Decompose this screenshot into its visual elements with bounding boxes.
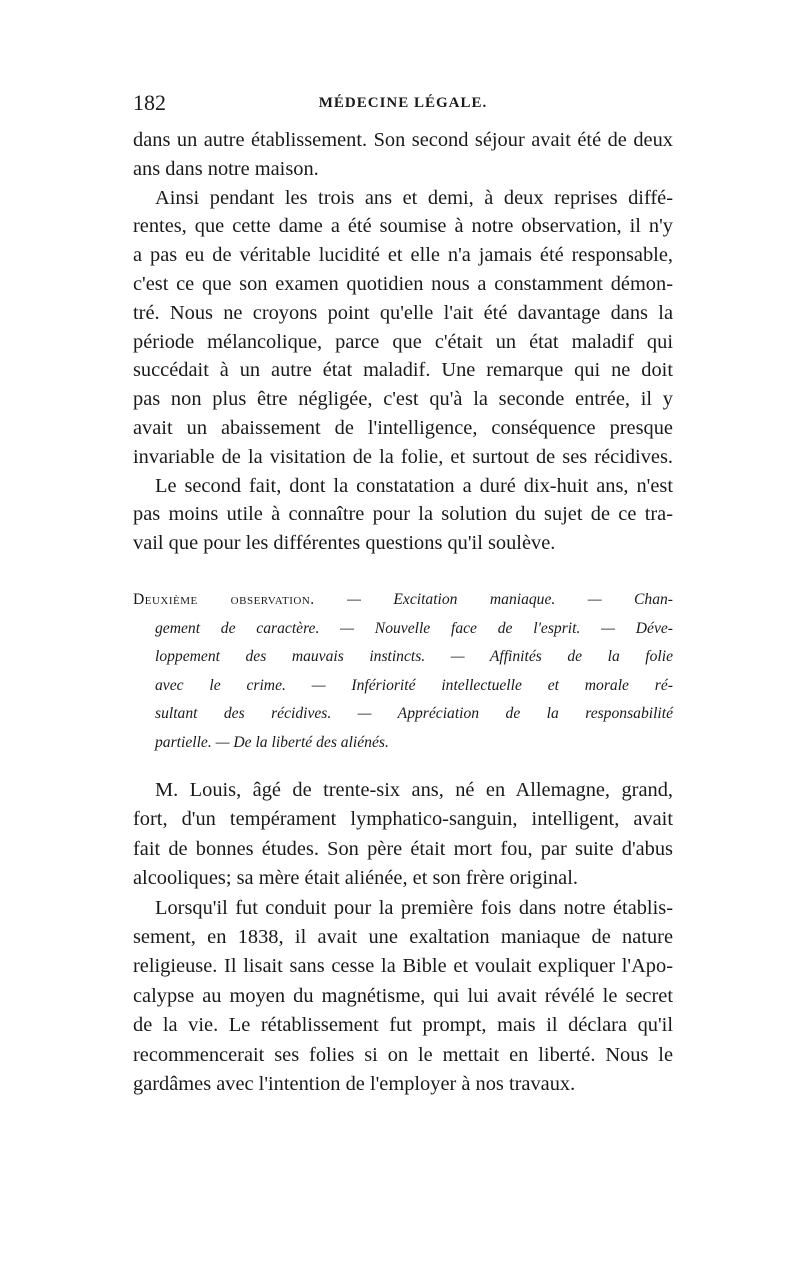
page-number: 182 xyxy=(133,90,166,115)
text-line: période mélancolique, parce que c'était un état maladif qui xyxy=(133,330,673,353)
text-line: ans dans notre maison. xyxy=(133,157,319,180)
running-head: MÉDECINE LÉGALE. xyxy=(318,95,488,111)
observation-summary-line: partielle. — De la liberté des aliénés. xyxy=(155,733,389,751)
page-header xyxy=(133,88,673,118)
text-line: Le second fait, dont la constatation a duré dix-huit ans, n'est xyxy=(155,474,673,497)
body-text-top xyxy=(133,126,673,558)
text-line: fort, d'un tempérament lymphatico-sanguin, intelligent, avait xyxy=(133,808,673,831)
text-line: c'est ce que son examen quotidien nous a constamment démon- xyxy=(133,272,673,295)
text-line: Ainsi pendant les trois ans et demi, à deux reprises diffé- xyxy=(155,186,673,209)
observation-heading-line xyxy=(133,586,673,615)
observation-summary-line: sultant des récidives. — Appréciation de la responsabilité xyxy=(155,705,673,722)
text-line: vail que pour les différentes questions qu'il soulève. xyxy=(133,532,556,555)
text-line: pas moins utile à connaître pour la solution du sujet de ce tra- xyxy=(133,503,673,526)
text-line: pas non plus être négligée, c'est qu'à la seconde entrée, il y xyxy=(133,388,673,411)
observation-summary-line: gement de caractère. — Nouvelle face de l'esprit. — Déve- xyxy=(155,619,673,637)
observation-summary-start: — Excitation maniaque. — Chan- xyxy=(314,591,673,608)
text-line: gardâmes avec l'intention de l'employer à nos travaux. xyxy=(133,1072,576,1095)
text-line: tré. Nous ne croyons point qu'elle l'ait été davantage dans la xyxy=(133,301,673,324)
text-line: Lorsqu'il fut conduit pour la première fois dans notre établis- xyxy=(155,896,673,919)
body-text-bottom xyxy=(133,776,673,1099)
text-line: invariable de la visitation de la folie, et surtout de ses récidives. xyxy=(133,445,673,468)
text-line: succédait à un autre état maladif. Une remarque qui ne doit xyxy=(133,359,673,382)
observation-summary-line: avec le crime. — Infériorité intellectuelle et morale ré- xyxy=(155,676,673,694)
text-line: M. Louis, âgé de trente-six ans, né en Allemagne, grand, xyxy=(155,779,673,801)
observation-heading xyxy=(133,586,673,757)
text-line: dans un autre établissement. Son second séjour avait été de deux xyxy=(133,129,673,151)
observation-label: Deuxième observation. xyxy=(133,591,315,608)
text-line: a pas eu de véritable lucidité et elle n'a jamais été responsable, xyxy=(133,244,673,267)
text-line: sement, en 1838, il avait une exaltation maniaque de nature xyxy=(133,925,673,948)
text-line: rentes, que cette dame a été soumise à notre observation, il n'y xyxy=(133,215,673,238)
text-line: fait de bonnes études. Son père était mort fou, par suite d'abus xyxy=(133,837,673,860)
text-line: calypse au moyen du magnétisme, qui lui avait révélé le secret xyxy=(133,984,673,1007)
text-line: avait un abaissement de l'intelligence, conséquence presque xyxy=(133,416,673,439)
text-line: recommencerait ses folies si on le mettait en liberté. Nous le xyxy=(133,1043,673,1066)
text-line: de la vie. Le rétablissement fut prompt, mais il déclara qu'il xyxy=(133,1014,673,1037)
text-line: alcooliques; sa mère était aliénée, et son frère original. xyxy=(133,867,578,890)
text-line: religieuse. Il lisait sans cesse la Bible et voulait expliquer l'Apo- xyxy=(133,955,673,978)
observation-summary-line: loppement des mauvais instincts. — Affinités de la folie xyxy=(155,648,673,665)
